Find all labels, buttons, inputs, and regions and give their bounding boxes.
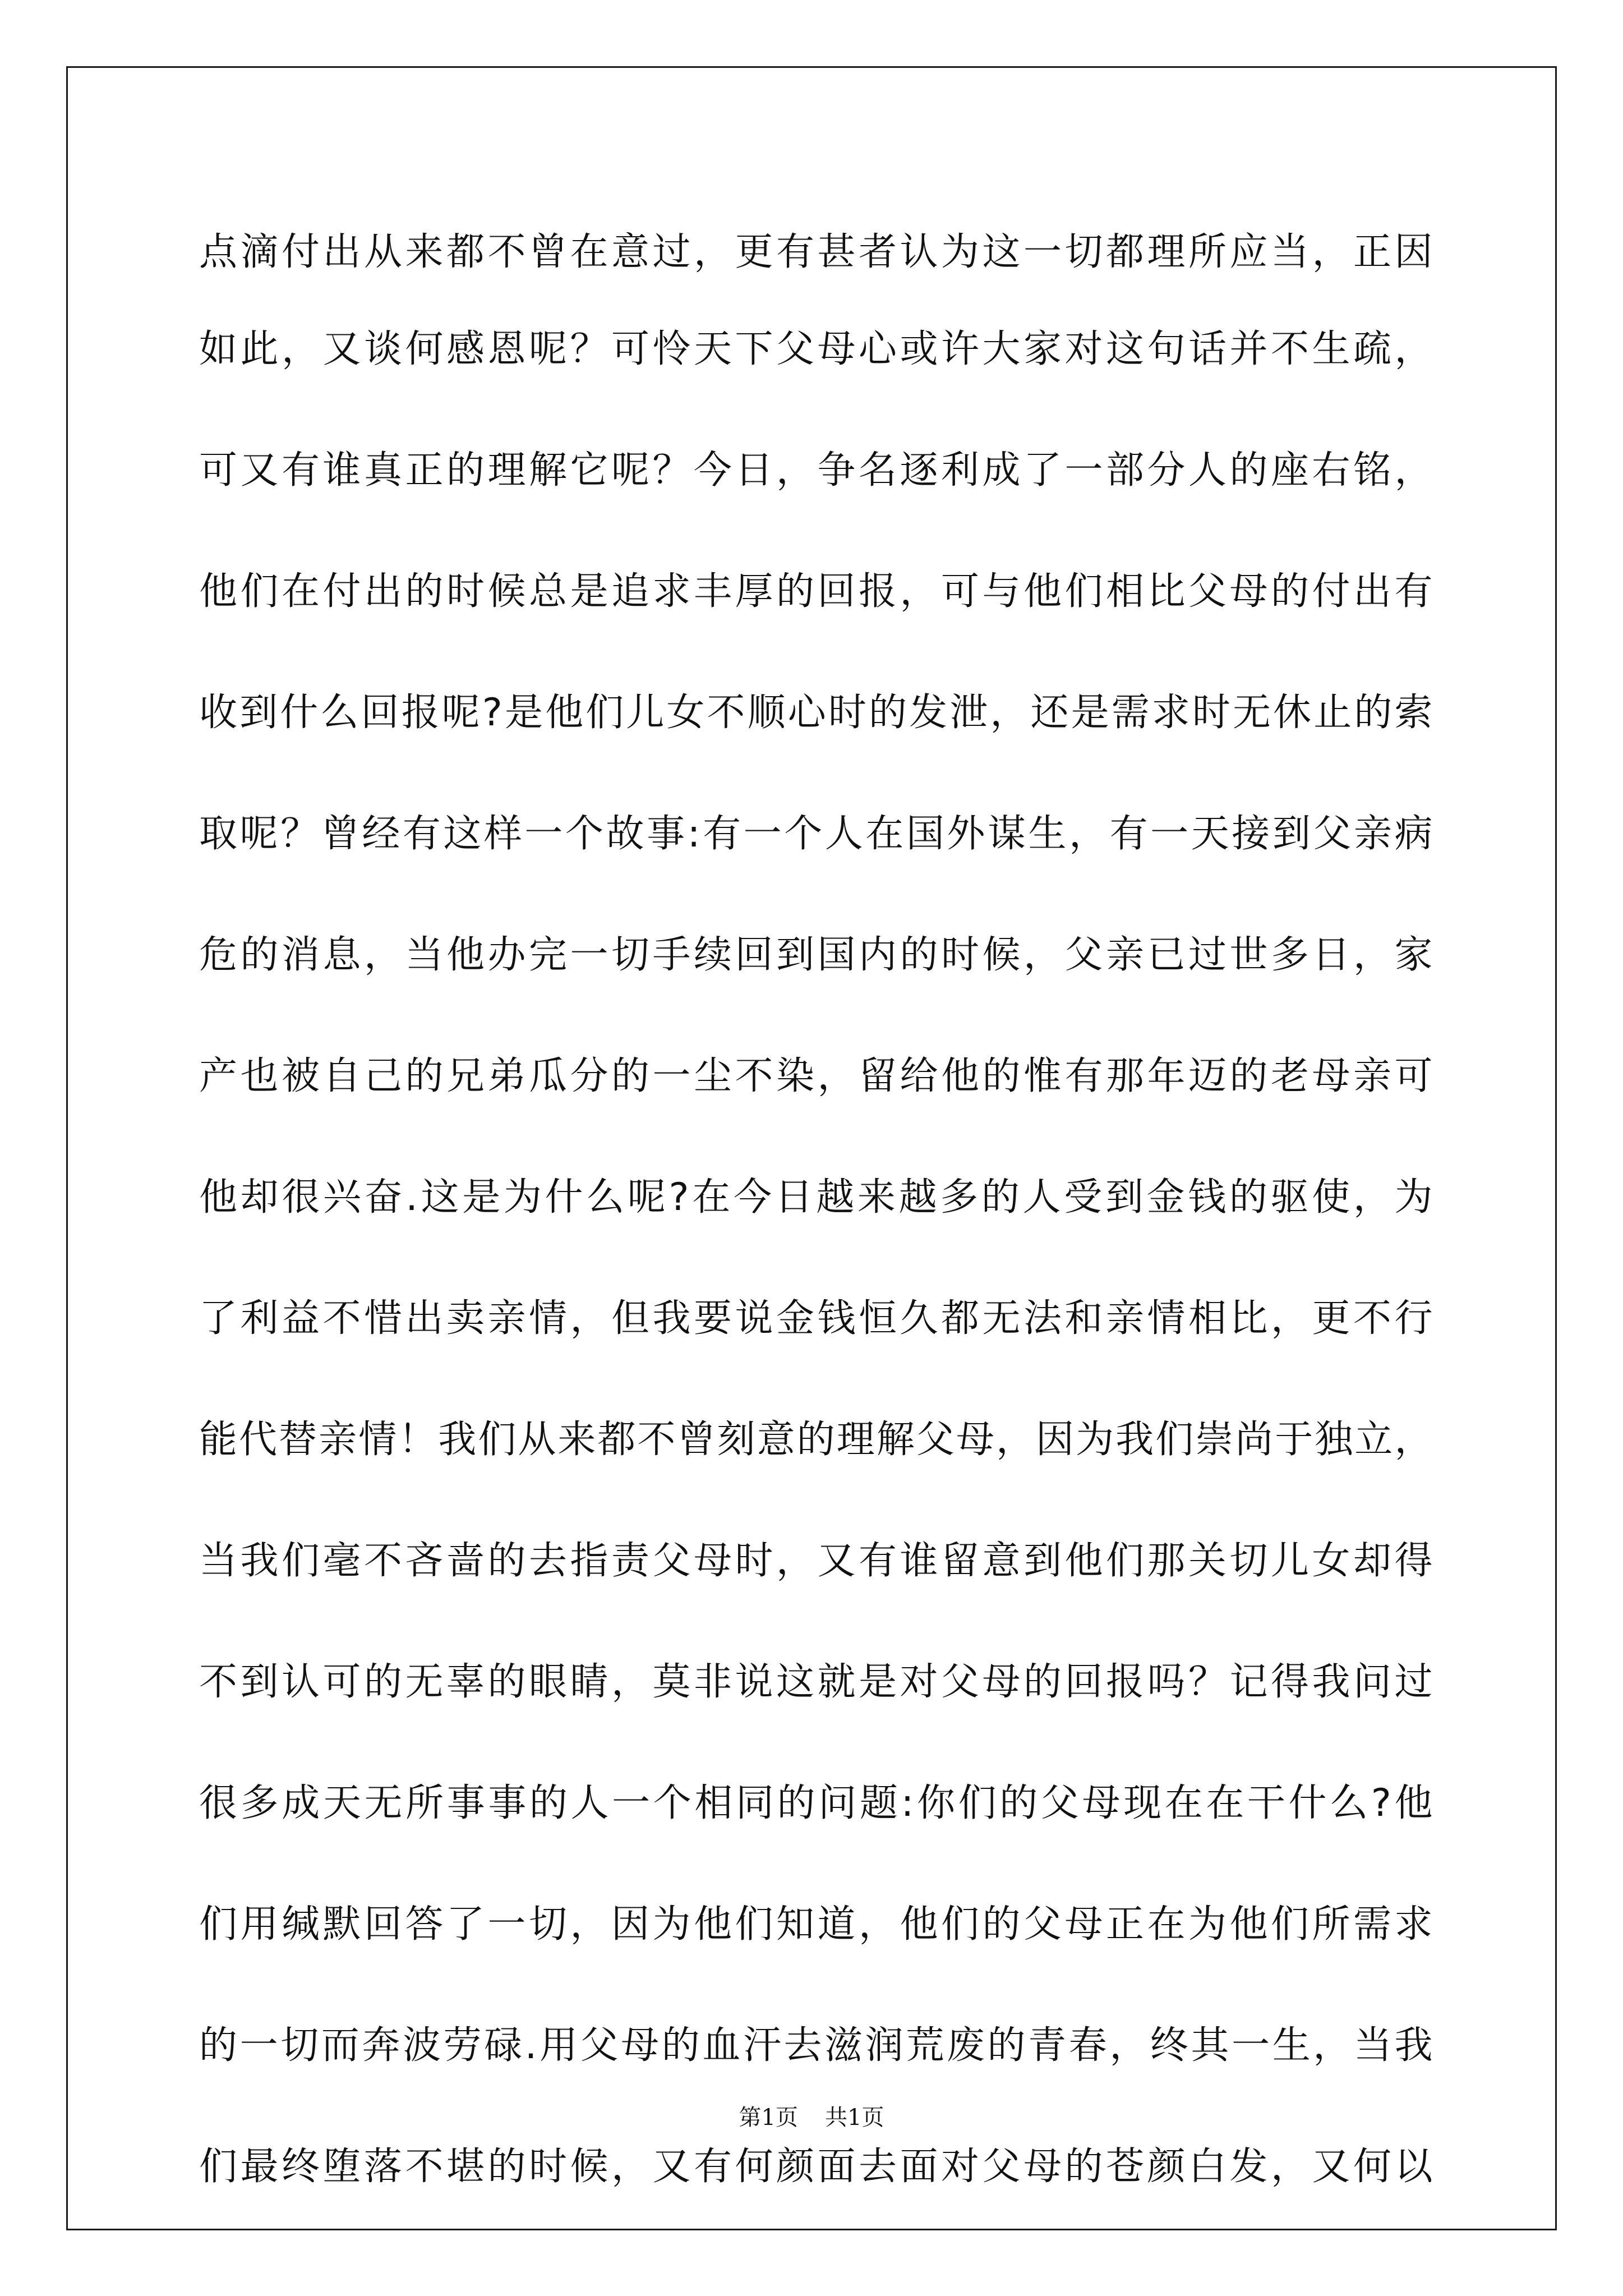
text-line: 收到什么回报呢?是他们儿女不顺心时的发泄，还是需求时无休止的索 — [199, 691, 1433, 735]
text-line: 了利益不惜出卖亲情，但我要说金钱恒久都无法和亲情相比，更不行 — [199, 1296, 1433, 1341]
text-line: 可又有谁真正的理解它呢？今日，争名逐利成了一部分人的座右铭， — [199, 448, 1433, 493]
text-line: 们用缄默回答了一切，因为他们知道，他们的父母正在为他们所需求 — [199, 1902, 1433, 1947]
page-footer — [0, 2101, 1623, 2134]
text-line: 们最终堕落不堪的时候，又有何颜面去面对父母的苍颜白发，又何以 — [199, 2145, 1433, 2189]
document-body — [199, 216, 1433, 2228]
text-line: 取呢？曾经有这样一个故事:有一个人在国外谋生，有一天接到父亲病 — [199, 812, 1433, 856]
text-line: 他却很兴奋.这是为什么呢?在今日越来越多的人受到金钱的驱使，为 — [199, 1175, 1433, 1220]
page-total: 共1页 — [825, 2105, 884, 2131]
text-line: 产也被自己的兄弟瓜分的一尘不染，留给他的惟有那年迈的老母亲可 — [199, 1054, 1433, 1098]
text-line: 的一切而奔波劳碌.用父母的血汗去滋润荒废的青春，终其一生，当我 — [199, 2023, 1433, 2068]
text-line: 如此，又谈何感恩呢？可怜天下父母心或许大家对这句话并不生疏， — [199, 327, 1433, 371]
text-line: 能代替亲情！我们从来都不曾刻意的理解父母，因为我们崇尚于独立， — [199, 1418, 1433, 1462]
page-number: 第1页 — [739, 2105, 798, 2131]
text-line: 当我们毫不吝啬的去指责父母时，又有谁留意到他们那关切儿女却得 — [199, 1539, 1433, 1583]
text-line: 点滴付出从来都不曾在意过，更有甚者认为这一切都理所应当，正因 — [199, 230, 1433, 274]
text-line: 他们在付出的时候总是追求丰厚的回报，可与他们相比父母的付出有 — [199, 569, 1433, 614]
text-line: 不到认可的无辜的眼睛，莫非说这就是对父母的回报吗？记得我问过 — [199, 1660, 1433, 1704]
text-line: 危的消息，当他办完一切手续回到国内的时候，父亲已过世多日，家 — [199, 933, 1433, 977]
text-line: 很多成天无所事事的人一个相同的问题:你们的父母现在在干什么?他 — [199, 1781, 1433, 1825]
